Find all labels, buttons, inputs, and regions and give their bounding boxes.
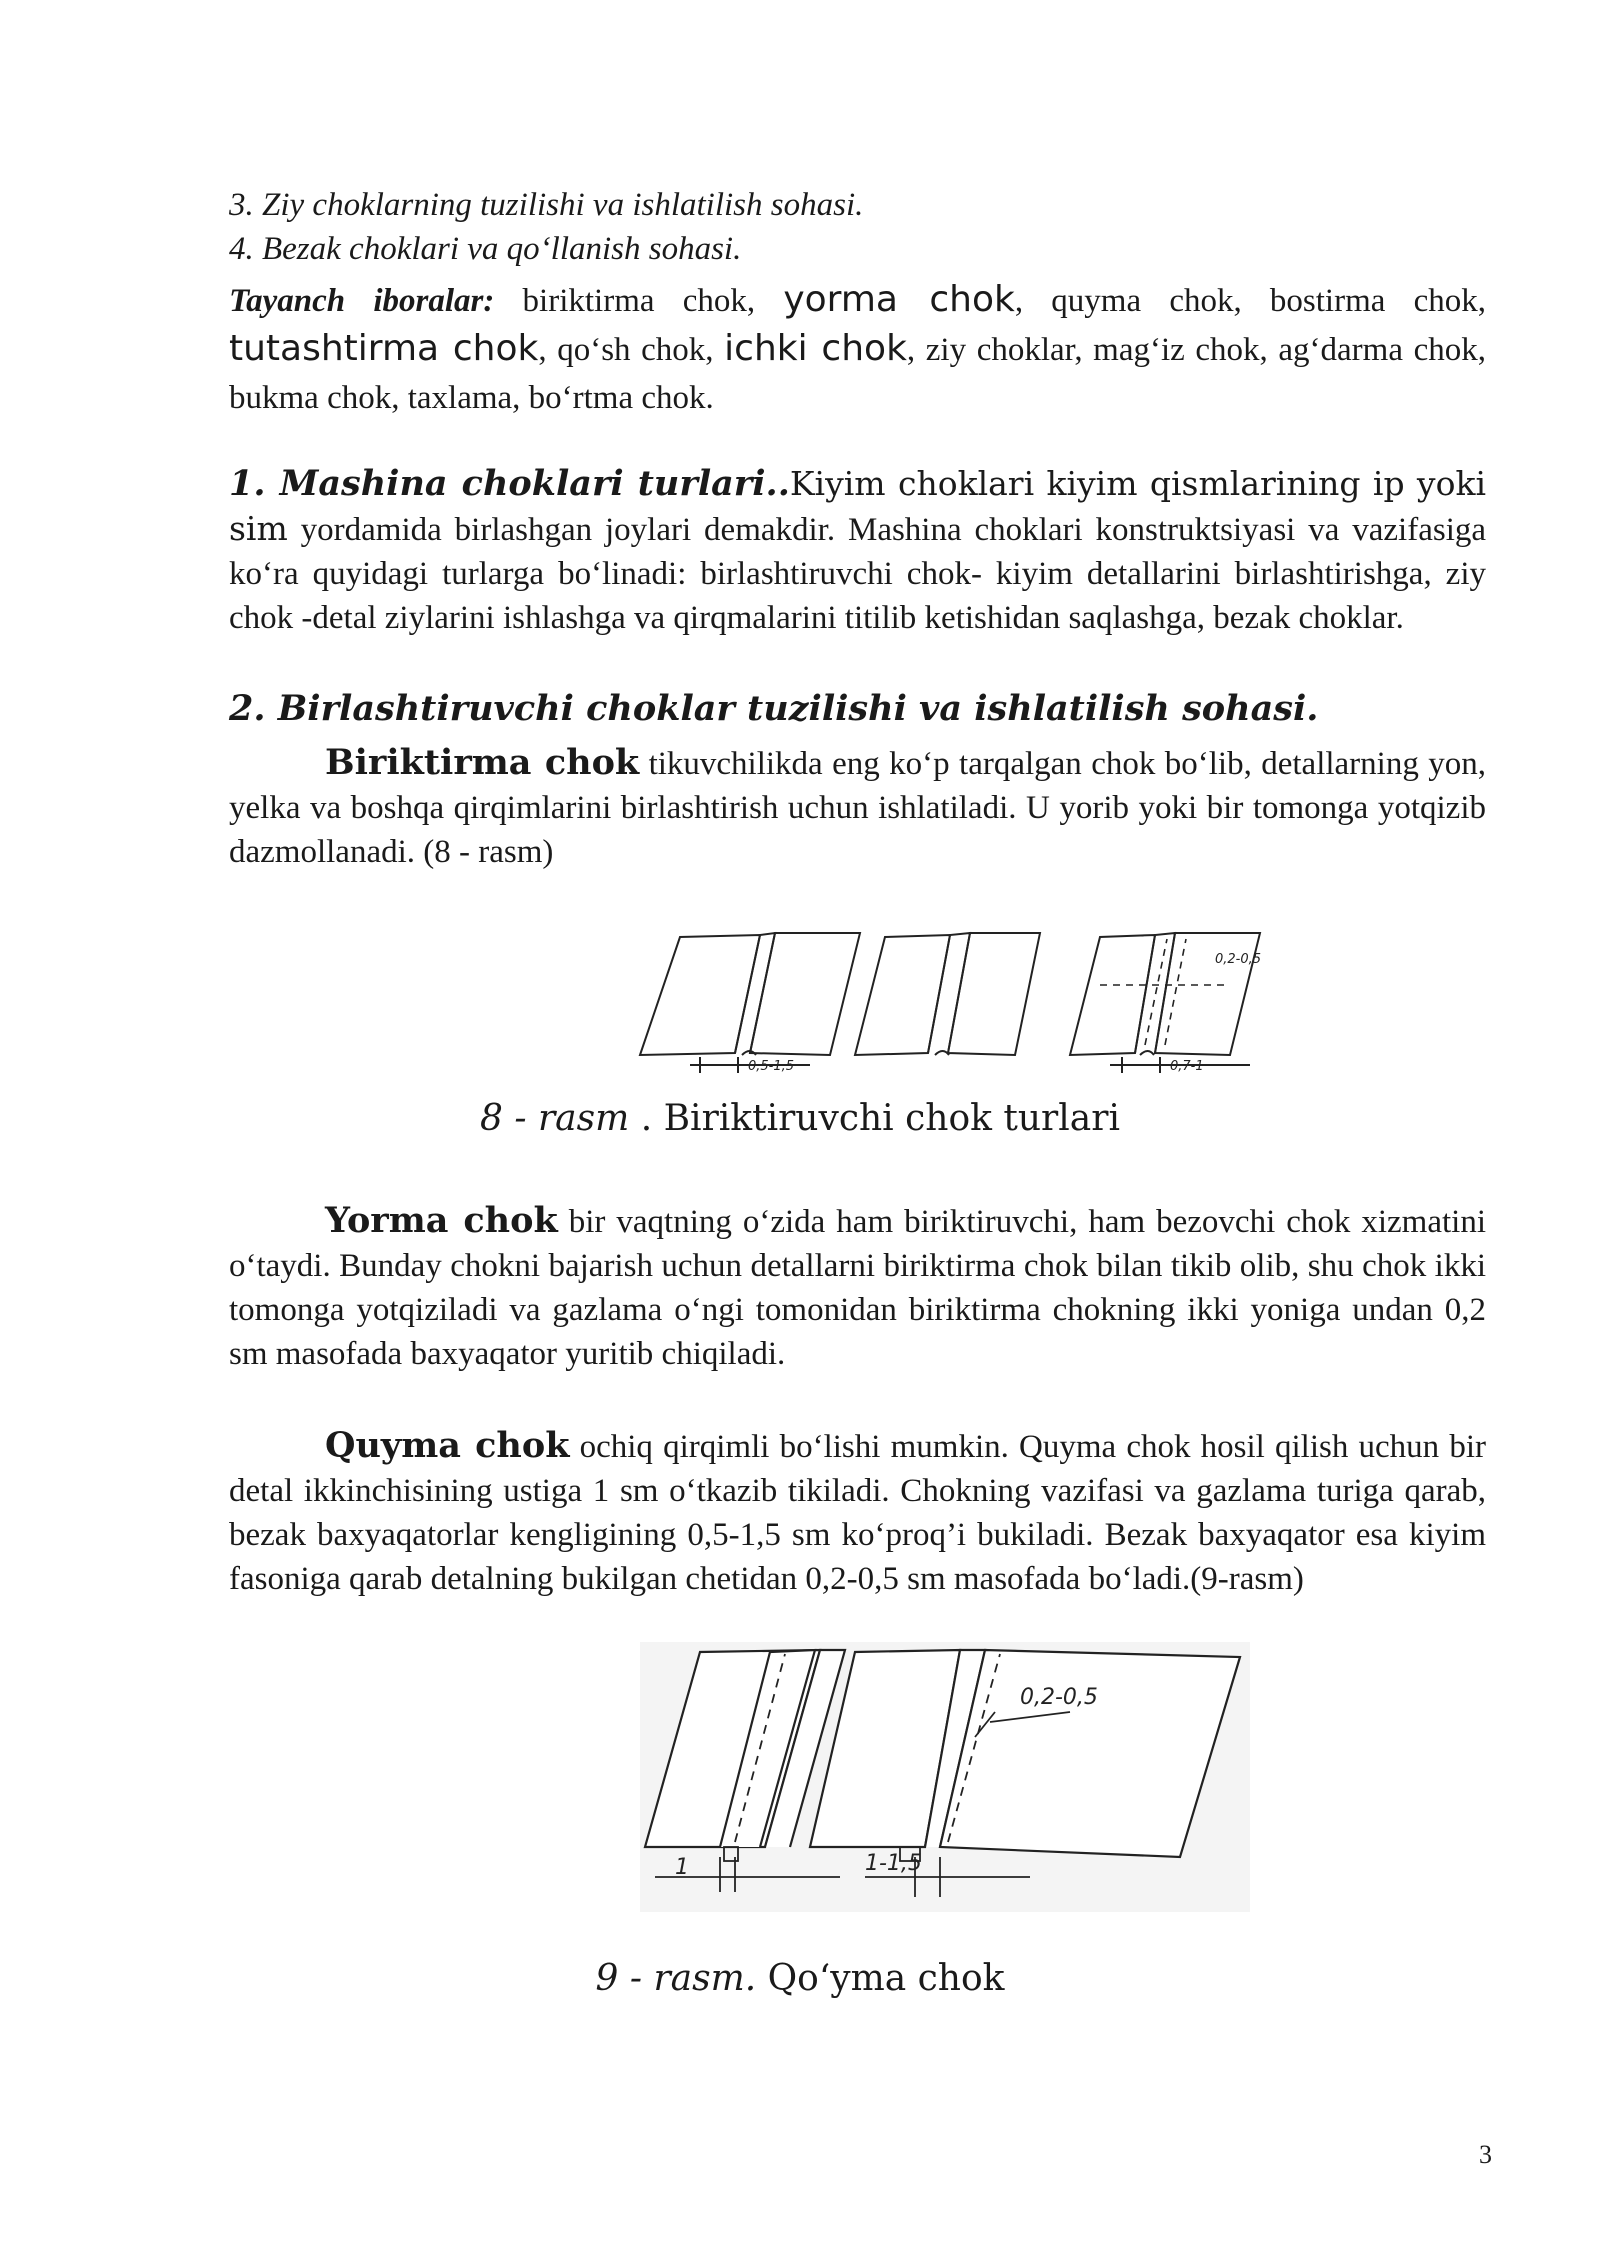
term-yorma: Yorma chok bbox=[325, 1200, 558, 1241]
paragraph-text: ochiq qirqimli bo‘lishi mumkin. Quyma chok hosil qilish uchun bir detal ikkinchisining ustiga 1 sm o‘tkazib tikiladi. Chokning vazifasi va gazlama turiga qarab, bezak baxyaqatorlar kengligining 0,5-1,5 sm ko‘proq’i bukiladi. Bezak baxyaqator esa kiyim fasoniga qarab detalning bukilgan chetidan 0,2-0,5 sm masofada bo‘ladi.(9-rasm) bbox=[229, 1429, 1486, 1597]
section-1-heading: 1. Mashina choklari turlari.. bbox=[229, 463, 790, 504]
figure-9-dim-label: 1-1,5 bbox=[865, 1851, 922, 1876]
figure-8-seam-diagrams bbox=[630, 925, 1280, 1080]
paragraph-text: tikuvchilikda eng ko‘p tarqalgan chok bo‘lib, detallarning yon, yelka va boshqa qirqimlarini birlashtirish uchun ishlatiladi. U yorib yoki bir tomonga yotqizib dazmollanadi. (8 - rasm) bbox=[229, 746, 1486, 870]
paragraph-yorma bbox=[229, 1199, 1486, 1376]
paragraph-quyma bbox=[229, 1424, 1486, 1601]
section-1-lead: Kiyim choklari kiyim qismlarining ip yoki sim bbox=[229, 464, 1486, 548]
term-quyma: Quyma chok bbox=[325, 1425, 570, 1466]
keyword-ichki: ichki chok bbox=[724, 328, 907, 369]
section-2-heading: 2. Birlashtiruvchi choklar tuzilishi va ishlatilish sohasi. bbox=[229, 688, 1319, 729]
keywords-text: biriktirma chok, bbox=[494, 283, 784, 319]
figure-9-dim-label: 1 bbox=[675, 1855, 689, 1880]
section-1-text: yordamida birlashgan joylari demakdir. Mashina choklari konstruktsiyasi va vazifasiga ko‘ra quyidagi turlarga bo‘linadi: birlashtiruvchi chok- kiyim detallarini birlashtirishga, ziy chok -detal ziylarini ishlashga va qirqmalarini titilib ketishidan saqlashga, bezak choklar. bbox=[229, 512, 1487, 636]
topics-list bbox=[229, 183, 1486, 271]
keyword-yorma: yorma chok bbox=[783, 279, 1015, 320]
figure-8-caption-number: 8 - rasm bbox=[480, 1098, 630, 1139]
figure-9-caption-number: 9 - rasm. bbox=[595, 1958, 757, 1999]
figure-8-dim-label: 0,7-1 bbox=[1170, 1059, 1204, 1074]
topic-item-3: 3. Ziy choklarning tuzilishi va ishlatilish sohasi. bbox=[229, 187, 864, 223]
figure-9-caption bbox=[0, 1958, 1600, 1999]
figure-9-caption-text: Qo‘yma chok bbox=[756, 1958, 1005, 1999]
figure-8-dim-label: 0,5-1,5 bbox=[748, 1059, 795, 1074]
topic-item-4: 4. Bezak choklari va qo‘llanish sohasi. bbox=[229, 231, 742, 267]
figure-8-caption-text: . Biriktiruvchi chok turlari bbox=[629, 1098, 1120, 1139]
section-1 bbox=[229, 462, 1486, 640]
paragraph-text: bir vaqtning o‘zida ham biriktiruvchi, ham bezovchi chok xizmatini o‘taydi. Bunday chokni bajarish uchun detallarni biriktirma chok bilan tikib olib, shu chok ikki tomonga yotqiziladi va gazlama o‘ngi tomonidan biriktirma chokning ikki yoniga undan 0,2 sm masofada baxyaqator yuritib chiqiladi. bbox=[229, 1204, 1486, 1372]
keywords-paragraph bbox=[229, 276, 1486, 422]
paragraph-biriktirma bbox=[229, 741, 1486, 874]
keywords-text: , ziy choklar, mag‘iz chok, ag‘darma chok, bukma chok, taxlama, bo‘rtma chok. bbox=[229, 332, 1486, 416]
term-biriktirma: Biriktirma chok bbox=[325, 742, 640, 783]
page-number: 3 bbox=[1479, 2140, 1492, 2169]
keywords-text: , qo‘sh chok, bbox=[538, 332, 725, 368]
keywords-text: , quyma chok, bostirma chok, bbox=[1014, 283, 1486, 319]
figure-9-dim-label: 0,2-0,5 bbox=[1020, 1685, 1098, 1710]
figure-8-dim-label: 0,2-0,5 bbox=[1215, 952, 1262, 967]
section-2 bbox=[229, 686, 1486, 732]
figure-9-seam-diagrams bbox=[640, 1642, 1250, 1912]
keyword-tutashtirma: tutashtirma chok bbox=[229, 328, 539, 369]
keywords-label: Tayanch iboralar: bbox=[229, 283, 495, 319]
figure-8-caption bbox=[0, 1098, 1600, 1139]
